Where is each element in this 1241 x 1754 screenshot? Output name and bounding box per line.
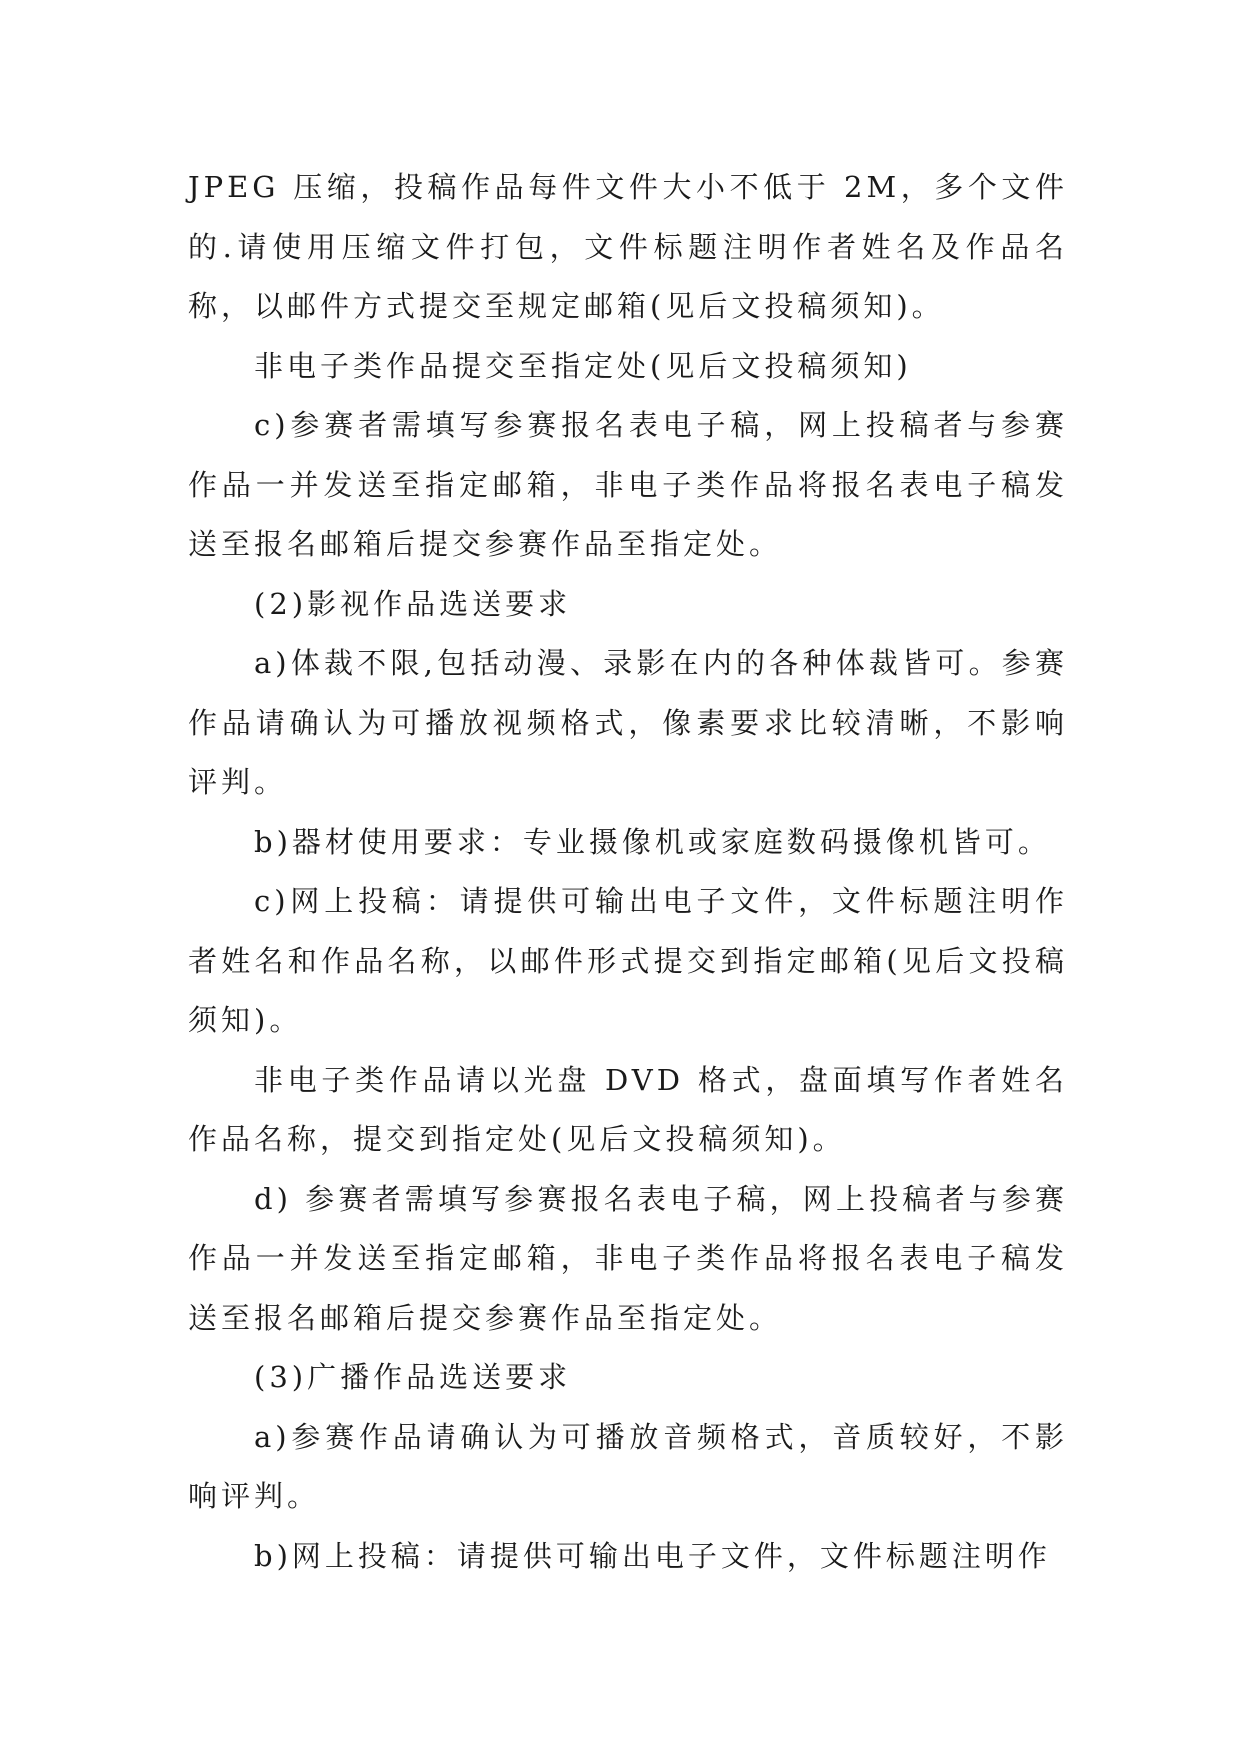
paragraph-radio-audio-a: a)参赛作品请确认为可播放音频格式，音质较好，不影响评判。 (188, 1419, 1068, 1513)
heading-radio-requirements: (3)广播作品选送要求 (254, 1360, 572, 1394)
paragraph-video-dvd: 非电子类作品请以光盘 DVD 格式，盘面填写作者姓名作品名称，提交到指定处(见后文投稿须知)。 (188, 1062, 1068, 1156)
heading-video-requirements: (2)影视作品选送要求 (254, 586, 572, 621)
paragraph-radio-online-b: b)网上投稿：请提供可输出电子文件，文件标题注明作 (254, 1538, 1051, 1573)
paragraph-continued-jpeg-requirements: JPEG 压缩，投稿作品每件文件大小不低于 2M，多个文件的.请使用压缩文件打包，文件标题注明作者姓名及作品名称，以邮件方式提交至规定邮箱(见后文投稿须知)。 (188, 170, 1068, 323)
paragraph-video-registration-d: d) 参赛者需填写参赛报名表电子稿，网上投稿者与参赛作品一并发送至指定邮箱，非电子类作品将报名表电子稿发送至报名邮箱后提交参赛作品至指定处。 (188, 1181, 1068, 1335)
paragraph-registration-form-c: c)参赛者需填写参赛报名表电子稿，网上投稿者与参赛作品一并发送至指定邮箱，非电子类作品将报名表电子稿发送至报名邮箱后提交参赛作品至指定处。 (188, 408, 1068, 561)
paragraph-non-electronic-submission: 非电子类作品提交至指定处(见后文投稿须知) (254, 348, 912, 383)
paragraph-video-online-c: c)网上投稿：请提供可输出电子文件，文件标题注明作者姓名和作品名称，以邮件形式提交到指定邮箱(见后文投稿须知)。 (188, 884, 1068, 1037)
paragraph-video-equipment-b: b)器材使用要求：专业摄像机或家庭数码摄像机皆可。 (254, 824, 1051, 859)
document-body (188, 158, 1068, 1586)
paragraph-video-genre-a: a)体裁不限,包括动漫、录影在内的各种体裁皆可。参赛作品请确认为可播放视频格式，像素要求比较清晰，不影响评判。 (188, 646, 1068, 799)
